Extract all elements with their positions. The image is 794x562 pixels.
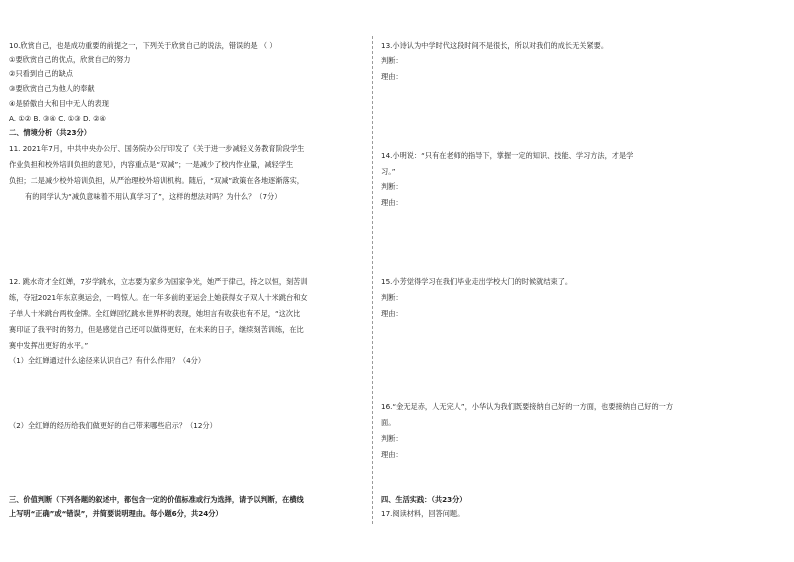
- question-12-line-1: 12. 跳水奇才全红婵，7岁学跳水，立志要为家乡为国家争光，她严于律己，持之以恒，刻苦训: [9, 277, 308, 286]
- question-10-stem: 10.欣赏自己，也是成功重要的前提之一，下列关于欣赏自己的说法，错误的是 （ ）: [9, 41, 277, 50]
- question-14-line-2: 习。”: [381, 167, 396, 176]
- question-16-reason-label: 理由：: [381, 450, 403, 459]
- question-14-judge-label: 判断：: [381, 182, 403, 191]
- question-11-line-3: 负担；二是减少校外培训负担，从严治理校外培训机构。随后，“双减”政策在各地逐渐落实，: [9, 176, 304, 185]
- question-10-choices: A. ①② B. ③④ C. ①③ D. ②④: [9, 114, 106, 123]
- section-2-title: 二、情境分析（共23分）: [9, 128, 91, 137]
- question-12-line-4: 赛印证了我平时的努力，但是感觉自己还可以做得更好，在未来的日子，继续刻苦训练，在比: [9, 325, 304, 334]
- section-3-title-line-2: 上写明“正确”或“错误”，并简要说明理由。每小题6分，共24分）: [9, 509, 223, 518]
- question-11-line-4: 有的同学认为“减负意味着不用认真学习了”，这样的想法对吗？为什么？（7分）: [25, 192, 282, 201]
- question-15-reason-label: 理由：: [381, 309, 403, 318]
- question-15-judge-label: 判断：: [381, 293, 403, 302]
- question-16-line-1: 16.“金无足赤，人无完人”，小华认为我们既要接纳自己好的一方面，也要接纳自己好的一方: [381, 402, 674, 411]
- question-12-sub-2: （2）全红婵的经历给我们做更好的自己带来哪些启示？（12分）: [9, 421, 217, 430]
- column-divider: [372, 36, 373, 524]
- question-15-stem: 15.小芳觉得学习在我们毕业走出学校大门的时候就结束了。: [381, 277, 573, 286]
- question-12-line-5: 赛中发挥出更好的水平。”: [9, 341, 89, 350]
- question-14-reason-label: 理由：: [381, 198, 403, 207]
- question-11-line-2: 作业负担和校外培训负担的意见》，内容重点是“双减”；一是减少了校内作业量，减轻学生: [9, 160, 294, 169]
- question-10-option-2: ②只看到自己的缺点: [9, 69, 73, 78]
- section-4-title: 四、生活实践：（共23分）: [381, 495, 467, 504]
- question-13-reason-label: 理由：: [381, 72, 403, 81]
- question-17-stem: 17.阅读材料，回答问题。: [381, 509, 465, 518]
- question-16-line-2: 面。: [381, 418, 396, 427]
- question-14-line-1: 14.小明说：“只有在老师的指导下，掌握一定的知识、技能、学习方法，才是学: [381, 151, 634, 160]
- question-12-line-3: 子单人十米跳台两枚金牌。全红婵回忆跳水世界杯的表现，她坦言有收获也有不足，“这次比: [9, 309, 301, 318]
- question-10-option-4: ④是骄傲自大和目中无人的表现: [9, 99, 109, 108]
- question-11-line-1: 11. 2021年7月，中共中央办公厅、国务院办公厅印发了《关于进一步减轻义务教育阶段学生: [9, 144, 305, 153]
- question-13-judge-label: 判断：: [381, 56, 403, 65]
- question-10-option-3: ③要欣赏自己为他人的奉献: [9, 84, 95, 93]
- question-12-sub-1: （1）全红婵通过什么途径来认识自己？有什么作用？（4分）: [9, 356, 206, 365]
- question-16-judge-label: 判断：: [381, 434, 403, 443]
- question-12-line-2: 练，夺冠2021年东京奥运会，一鸣惊人。在一年多前的亚运会上她获得女子双人十米跳台和女: [9, 293, 308, 302]
- section-3-title-line-1: 三、价值判断（下列各题的叙述中，都包含一定的价值标准或行为选择，请予以判断，在横线: [9, 495, 304, 504]
- question-10-option-1: ①要欣赏自己的优点，欣赏自己的努力: [9, 55, 131, 64]
- question-13-stem: 13.小诗认为中学时代这段时间不是很长，所以对我们的成长无关紧要。: [381, 41, 609, 50]
